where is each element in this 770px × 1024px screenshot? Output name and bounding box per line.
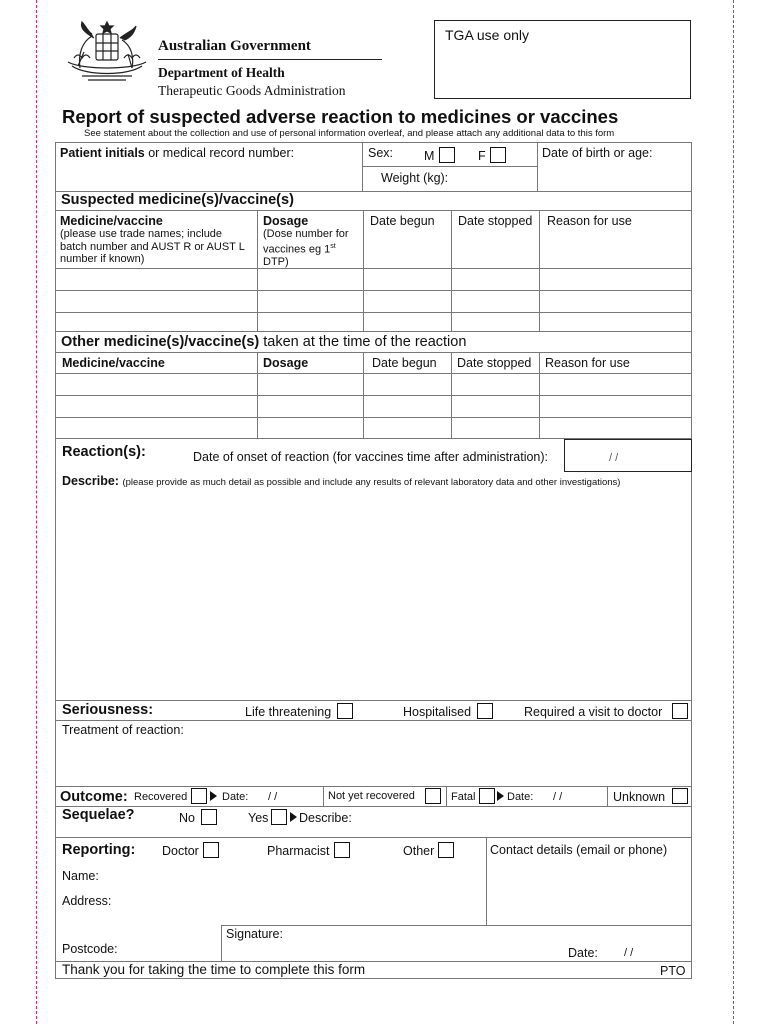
signature-label[interactable]: Signature: — [226, 927, 283, 941]
sequelae-arrow-icon — [290, 812, 297, 822]
sequelae-no-checkbox[interactable] — [201, 809, 217, 825]
reaction-heading: Reaction(s): — [62, 444, 146, 460]
suspected-col-dosage: Dosage — [263, 214, 309, 228]
not-yet-recovered-checkbox[interactable] — [425, 788, 441, 804]
reporting-heading: Reporting: — [62, 842, 136, 858]
fatal-checkbox[interactable] — [479, 788, 495, 804]
sex-f-checkbox[interactable] — [490, 147, 506, 163]
suspected-col-medicine-note: (please use trade names; include batch number and AUST R or AUST L number if known) — [60, 228, 245, 265]
reporter-pharmacist-label: Pharmacist — [267, 844, 330, 858]
suspected-col-reason: Reason for use — [547, 214, 632, 228]
sequelae-describe-label[interactable]: Describe: — [299, 811, 352, 825]
weight-label[interactable]: Weight (kg): — [381, 171, 449, 185]
header-rule — [158, 59, 382, 60]
reporter-address-label[interactable]: Address: — [62, 894, 112, 908]
other-col-medicine: Medicine/vaccine — [62, 356, 165, 370]
other-col-stopped: Date stopped — [457, 356, 532, 370]
visit-doctor-checkbox[interactable] — [672, 703, 688, 719]
recovered-arrow-icon — [210, 791, 217, 801]
visit-doctor-label: Required a visit to doctor — [524, 705, 663, 719]
hospitalised-label: Hospitalised — [403, 705, 472, 719]
reporter-name-label[interactable]: Name: — [62, 869, 99, 883]
postcode-label[interactable]: Postcode: — [62, 942, 118, 956]
life-threatening-checkbox[interactable] — [337, 703, 353, 719]
fatal-date-label[interactable]: Date: — [507, 791, 534, 803]
page-subtitle: See statement about the collection and use of personal information overleaf, and please attach any additional data to this form — [84, 128, 615, 139]
fatal-label: Fatal — [451, 791, 476, 803]
seriousness-heading: Seriousness: — [62, 702, 154, 718]
tga-use-label: TGA use only — [445, 27, 530, 43]
fatal-arrow-icon — [497, 791, 504, 801]
gov-name: Australian Government — [158, 38, 311, 54]
contact-details-label[interactable]: Contact details (email or phone) — [490, 843, 668, 857]
other-col-begun: Date begun — [372, 356, 437, 370]
outcome-heading: Outcome: — [60, 789, 128, 805]
sequelae-no-label: No — [179, 811, 195, 825]
treatment-label[interactable]: Treatment of reaction: — [62, 723, 184, 737]
reporter-pharmacist-checkbox[interactable] — [334, 842, 350, 858]
unknown-checkbox[interactable] — [672, 788, 688, 804]
agency-name: Therapeutic Goods Administration — [158, 83, 346, 98]
sex-m-checkbox[interactable] — [439, 147, 455, 163]
dept-name: Department of Health — [158, 65, 285, 80]
suspected-col-stopped: Date stopped — [458, 214, 533, 228]
fatal-date-slashes: / / — [553, 791, 563, 803]
reaction-describe-label[interactable]: Describe: (please provide as much detail as possible and include any results of relevant laboratory data and other investigations) — [62, 474, 621, 488]
other-col-reason: Reason for use — [545, 356, 630, 370]
not-yet-recovered-label: Not yet recovered — [328, 790, 415, 802]
recovered-label: Recovered — [134, 791, 188, 803]
reporter-other-label: Other — [403, 844, 435, 858]
signature-date-slashes: / / — [624, 947, 634, 959]
reaction-onset-field[interactable] — [564, 439, 692, 472]
footer-thanks: Thank you for taking the time to complete this form — [62, 962, 366, 977]
sequelae-heading: Sequelae? — [62, 807, 135, 823]
sequelae-yes-label: Yes — [248, 811, 269, 825]
suspected-col-dosage-note: (Dose number for vaccines eg 1st DTP) — [263, 228, 349, 268]
hospitalised-checkbox[interactable] — [477, 703, 493, 719]
footer-pto: PTO — [660, 964, 686, 978]
signature-date-label[interactable]: Date: — [568, 946, 598, 960]
life-threatening-label: Life threatening — [245, 705, 332, 719]
reporter-doctor-checkbox[interactable] — [203, 842, 219, 858]
sequelae-yes-checkbox[interactable] — [271, 809, 287, 825]
sex-label: Sex: — [368, 146, 394, 160]
unknown-label: Unknown — [613, 790, 666, 804]
suspected-col-medicine: Medicine/vaccine — [60, 214, 163, 228]
reaction-onset-label: Date of onset of reaction (for vaccines time after administration): — [193, 450, 549, 464]
perforation-left — [36, 0, 37, 1024]
dob-label[interactable]: Date of birth or age: — [542, 146, 653, 160]
other-heading: Other medicine(s)/vaccine(s) taken at the time of the reaction — [61, 334, 467, 350]
suspected-col-begun: Date begun — [370, 214, 435, 228]
perforation-right — [733, 0, 734, 1024]
reporter-other-checkbox[interactable] — [438, 842, 454, 858]
coat-of-arms-icon — [62, 18, 152, 86]
reporter-doctor-label: Doctor — [162, 844, 199, 858]
recovered-date-label[interactable]: Date: — [222, 791, 249, 803]
patient-initials-label[interactable]: Patient initials or medical record number: — [60, 146, 295, 160]
reaction-onset-slashes: / / — [609, 452, 619, 464]
page-title: Report of suspected adverse reaction to medicines or vaccines — [62, 106, 619, 127]
sex-m-label: M — [424, 149, 435, 163]
recovered-checkbox[interactable] — [191, 788, 207, 804]
other-col-dosage: Dosage — [263, 356, 309, 370]
sex-f-label: F — [478, 149, 486, 163]
suspected-heading: Suspected medicine(s)/vaccine(s) — [61, 192, 294, 208]
recovered-date-slashes: / / — [268, 791, 278, 803]
